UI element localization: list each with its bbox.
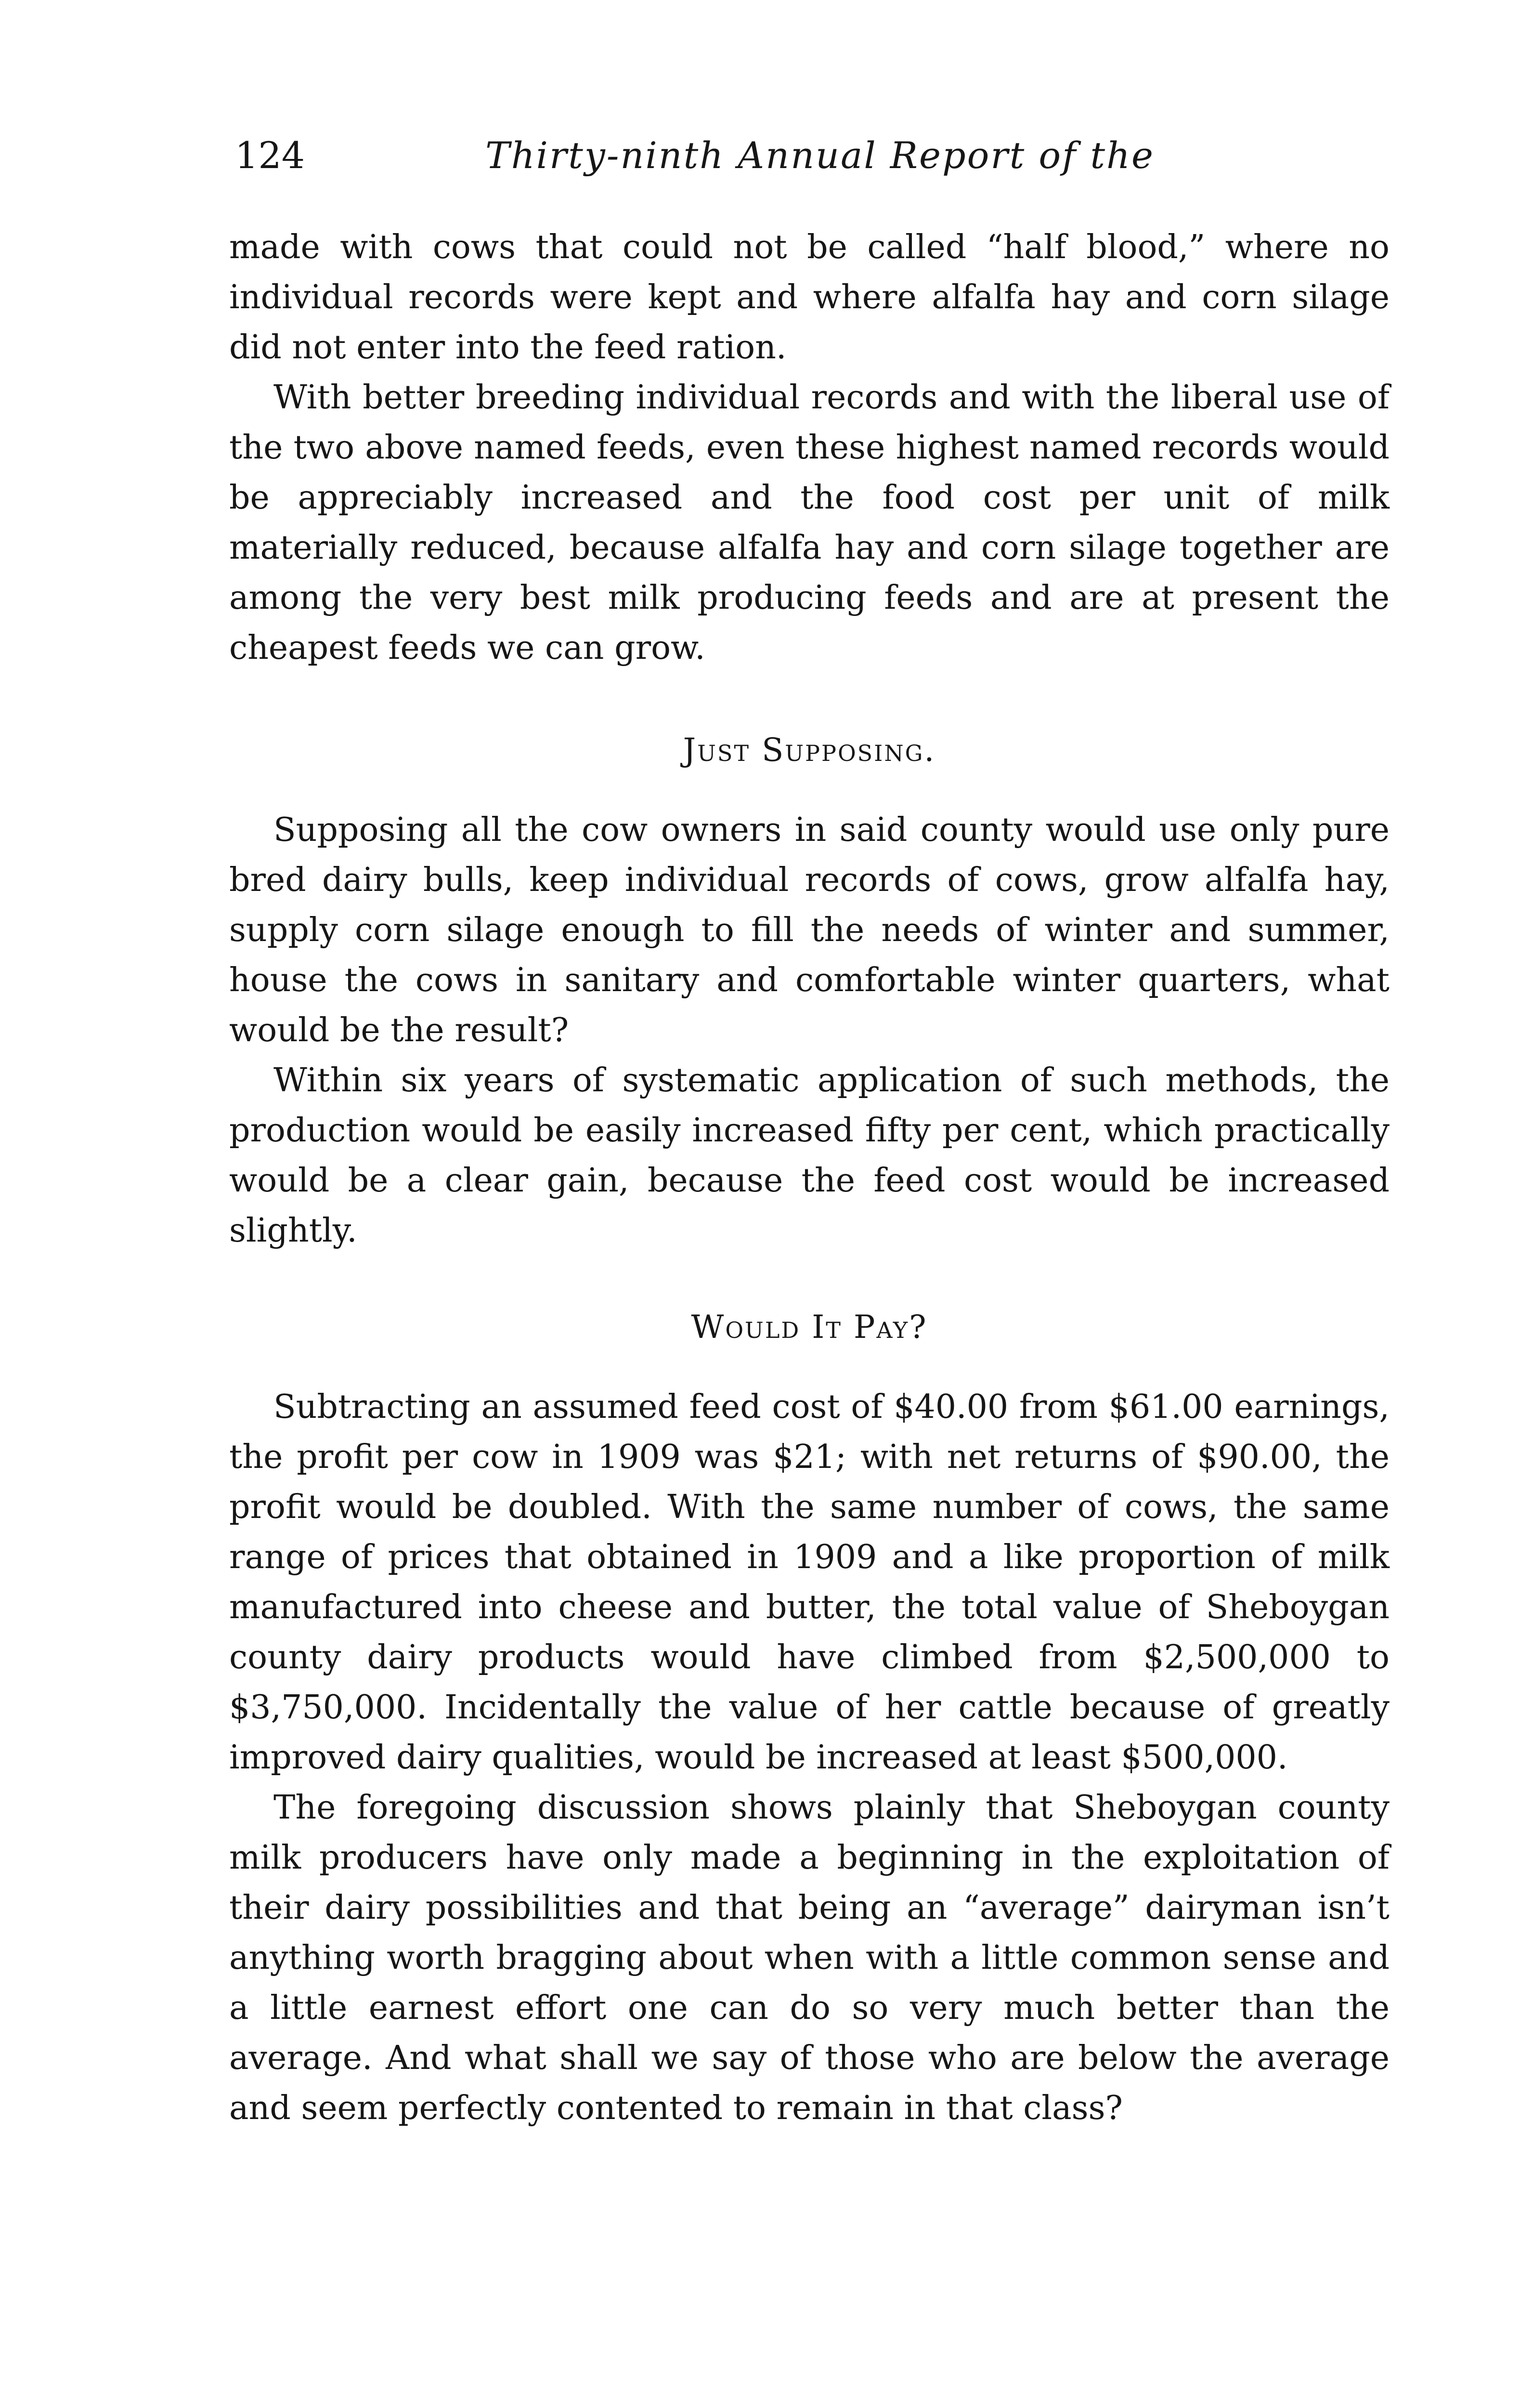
section-heading-just-supposing: Just Supposing.	[683, 732, 936, 769]
running-header	[235, 129, 1159, 182]
paragraph-foregoing-discussion: The foregoing discussion shows plainly that Sheboygan county milk producers have only made a beginning in the exploitation of their dairy possibilities and that being an “average” dairyman isn’t anything worth bragging about when with a little common sense and a little earnest effort one can do so very much better than the average. And what shall we say of those who are below the average and seem perfectly contented to remain in that class?	[229, 1789, 1390, 2127]
paragraph-supposing: Supposing all the cow owners in said county would use only pure bred dairy bulls, keep individual records of cows, grow alfalfa hay, supply corn silage enough to fill the needs of winter and summer, house the cows in sanitary and comfortable winter quarters, what would be the result?	[229, 811, 1390, 1049]
paragraph-subtracting: Subtracting an assumed feed cost of $40.00 from $61.00 earnings, the profit per cow in 1909 was $21; with net returns of $90.00, the profit would be doubled. With the same number of cows, the same range of prices that obtained in 1909 and a like proportion of milk manufactured into cheese and butter, the total value of Sheboygan county dairy products would have climbed from $2,500,000 to $3,750,000. Incidentally the value of her cattle because of greatly improved dairy qualities, would be increased at least $500,000.	[229, 1388, 1390, 1777]
paragraph-continuation: made with cows that could not be called “half blood,” where no individual records were kept and where alfalfa hay and corn silage did not enter into the feed ration.	[229, 228, 1390, 366]
section-heading-would-it-pay: Would It Pay?	[691, 1309, 928, 1346]
paragraph-better-breeding: With better breeding individual records and with the liberal use of the two above named feeds, even these highest named records would be appreciably increased and the food cost per unit of milk materially reduced, because alfalfa hay and corn silage together are among the very best milk producing feeds and are at present the cheapest feeds we can grow.	[229, 379, 1390, 667]
paragraph-within-six-years: Within six years of systematic application of such methods, the production would be easily increased fifty per cent, which practically would be a clear gain, because the feed cost would be increased slightly.	[229, 1061, 1390, 1250]
body-text	[229, 222, 1390, 2133]
running-title: Thirty-ninth Annual Report of the	[485, 134, 1155, 177]
page-number: 124	[235, 134, 305, 177]
